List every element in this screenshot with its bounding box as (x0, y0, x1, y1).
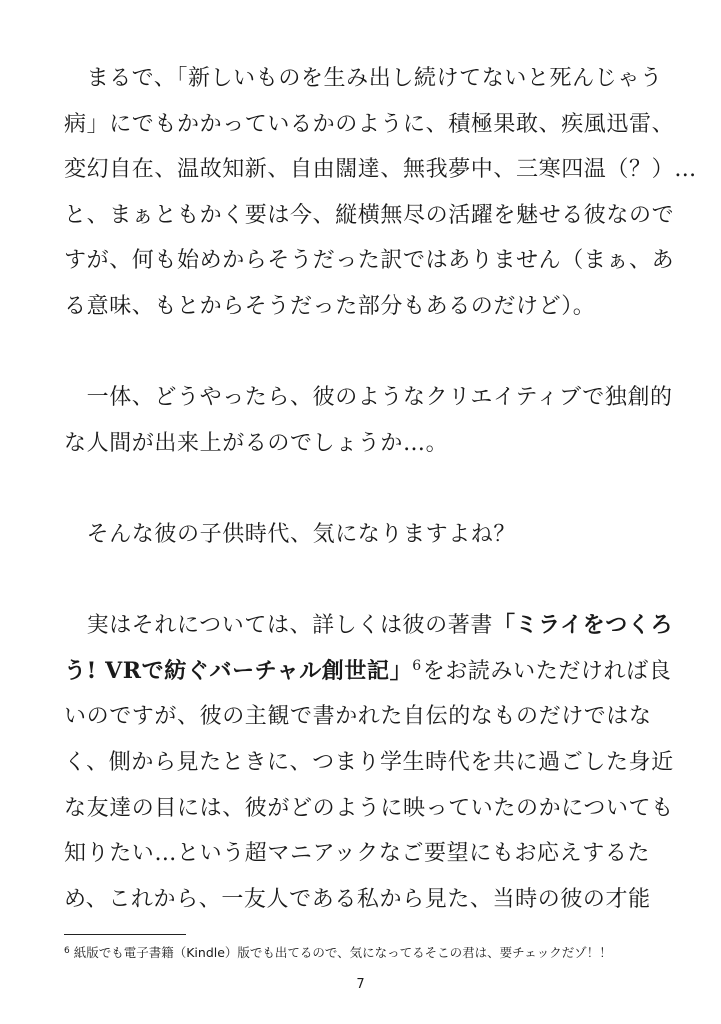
paragraph-gap (64, 330, 664, 376)
text-line: 知りたい…という超マニアックなご要望にもお応えするた (64, 841, 651, 867)
footnote-divider (64, 934, 186, 935)
text-line: まるで、「新しいものを生み出し続けてないと死んじゃう (64, 66, 663, 91)
text-line: る意味、もとからそうだった部分もあるのだけど）。 (64, 293, 596, 319)
text-line (64, 603, 674, 649)
paragraph-gap (64, 558, 664, 604)
footnote-text: 紙版でも電子書籍（Kindle）版でも出てるので、気になってるそこの君は、要チェックだゾ！！ (73, 945, 612, 960)
paragraph-gap (64, 466, 664, 512)
text-run: 実はそれについては、詳しくは彼の著書 (64, 613, 493, 639)
text-run: をお読みいただければ良 (422, 658, 672, 684)
book-title-part-2: う! VRで紡ぐバーチャル創世記」 (64, 657, 413, 684)
text-line: く、側から見たときに、つまり学生時代を共に過ごした身近 (64, 749, 674, 775)
paragraph-4 (64, 603, 674, 922)
text-line: 一体、どうやったら、彼のようなクリエイティブで独創的 (64, 385, 673, 411)
text-line: な人間が出来上がるのでしょうか…。 (64, 430, 449, 456)
text-line: いのですが、彼の主観で書かれた自伝的なものだけではな (64, 704, 652, 730)
text-line: そんな彼の子供時代、気になりますよね？ (64, 521, 517, 547)
text-line: 変幻自在、温故知新、自由闊達、無我夢中、三寒四温（？）… (64, 157, 697, 183)
text-line: め、これから、一友人である私から見た、当時の彼の才能 (64, 886, 651, 912)
text-line: 病」にでもかかっているかのように、積極果敢、疾風迅雷、 (64, 111, 675, 137)
book-title-part-1: 「ミライをつくろ (492, 612, 674, 639)
text-line: と、まぁともかく要は今、縦横無尽の活躍を魅せる彼なので (64, 202, 675, 228)
text-line: な友達の目には、彼がどのように映っていたのかについても (64, 795, 674, 821)
footnote-reference[interactable]: 6 (412, 657, 422, 674)
body-text (64, 56, 697, 922)
footnote (64, 942, 664, 962)
footnote-mark: 6 (64, 946, 70, 956)
paragraph-3 (64, 512, 664, 558)
page-number: 7 (356, 977, 365, 992)
text-line: すが、何も始めからそうだった訳ではありません（まぁ、あ (64, 248, 675, 274)
paragraph-2 (64, 375, 673, 466)
paragraph-1 (64, 56, 697, 330)
text-line (64, 649, 672, 695)
